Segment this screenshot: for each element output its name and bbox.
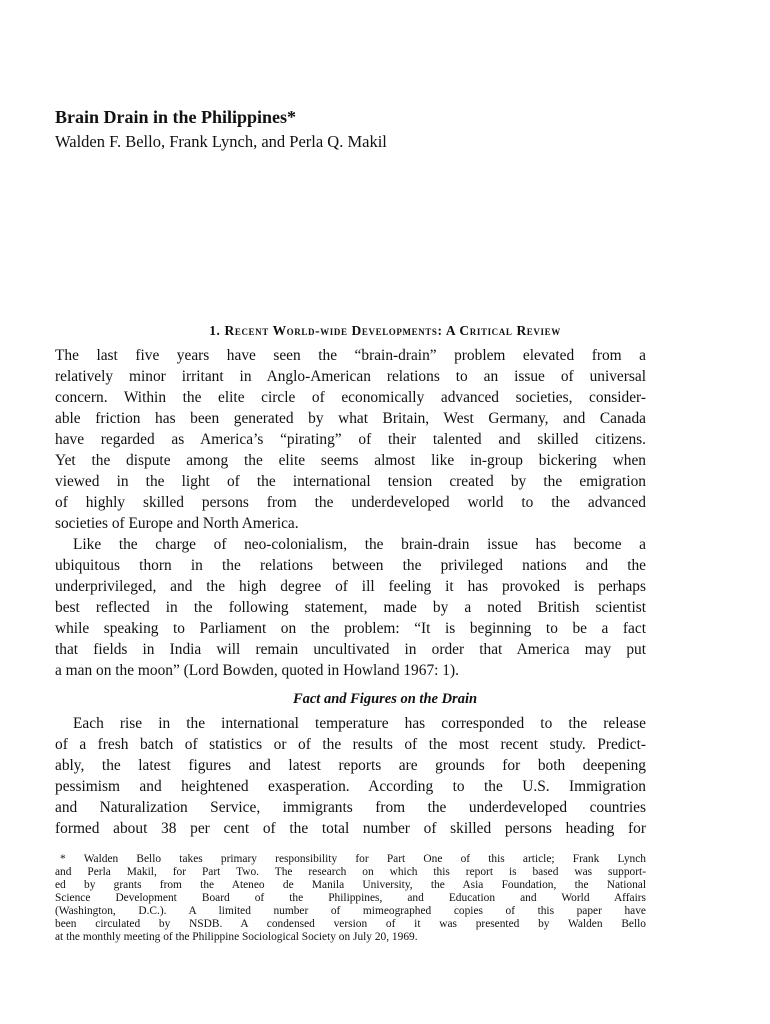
body-line: while speaking to Parliament on the problem: “It is beginning to be a fact (55, 620, 646, 637)
body-line: Each rise in the international temperature has corresponded to the release (73, 715, 646, 732)
body-line: Yet the dispute among the elite seems almost like in-group bickering when (55, 452, 646, 469)
body-line: underprivileged, and the high degree of ill feeling it has provoked is perhaps (55, 578, 646, 595)
body-line: relatively minor irritant in Anglo-American relations to an issue of universal (55, 368, 646, 385)
footnote-line: at the monthly meeting of the Philippine Sociological Society on July 20, 1969. (55, 931, 418, 943)
body-line: The last five years have seen the “brain-drain” problem elevated from a (55, 347, 646, 364)
footnote-line: been circulated by NSDB. A condensed version of it was presented by Walden Bello (55, 918, 646, 930)
footnote-line: and Perla Makil, for Part Two. The research on which this report is based was support- (55, 866, 646, 878)
body-line: best reflected in the following statement, made by a noted British scientist (55, 599, 646, 616)
article-title: Brain Drain in the Philippines* (55, 107, 297, 127)
body-line: formed about 38 per cent of the total number of skilled persons heading for (55, 820, 646, 837)
body-line: and Naturalization Service, immigrants from the underdeveloped countries (55, 799, 646, 816)
body-line: pessimism and heightened exasperation. According to the U.S. Immigration (55, 778, 646, 795)
footnote-line: (Washington, D.C.). A limited number of mimeographed copies of this paper have (55, 905, 646, 917)
body-line: ubiquitous thorn in the relations between the privileged nations and the (55, 557, 646, 574)
body-line: viewed in the light of the international tension created by the emigration (55, 473, 646, 490)
footnote-line: * Walden Bello takes primary responsibility for Part One of this article; Frank Lynch (60, 853, 646, 865)
body-line: of a fresh batch of statistics or of the results of the most recent study. Predict- (55, 736, 646, 753)
footnote-line: Science Development Board of the Philippines, and Education and World Affairs (55, 892, 646, 904)
body-line: concern. Within the elite circle of economically advanced societies, consider- (55, 389, 646, 406)
body-line: of highly skilled persons from the underdeveloped world to the advanced (55, 494, 646, 511)
body-line: that fields in India will remain uncultivated in order that America may put (55, 641, 646, 658)
section-heading: 1. Recent World-wide Developments: A Critical Review (209, 323, 561, 338)
body-line: a man on the moon” (Lord Bowden, quoted in Howland 1967: 1). (55, 662, 459, 679)
body-line: have regarded as America’s “pirating” of their talented and skilled citizens. (55, 431, 646, 448)
subsection-heading: Fact and Figures on the Drain (292, 691, 478, 707)
body-line: able friction has been generated by what Britain, West Germany, and Canada (55, 410, 646, 427)
body-line: Like the charge of neo-colonialism, the brain-drain issue has become a (73, 536, 646, 553)
body-line: societies of Europe and North America. (55, 515, 299, 532)
footnote-line: ed by grants from the Ateneo de Manila University, the Asia Foundation, the National (55, 879, 646, 891)
article-authors: Walden F. Bello, Frank Lynch, and Perla Q. Makil (55, 132, 387, 151)
body-line: ably, the latest figures and latest reports are grounds for both deepening (55, 757, 646, 774)
